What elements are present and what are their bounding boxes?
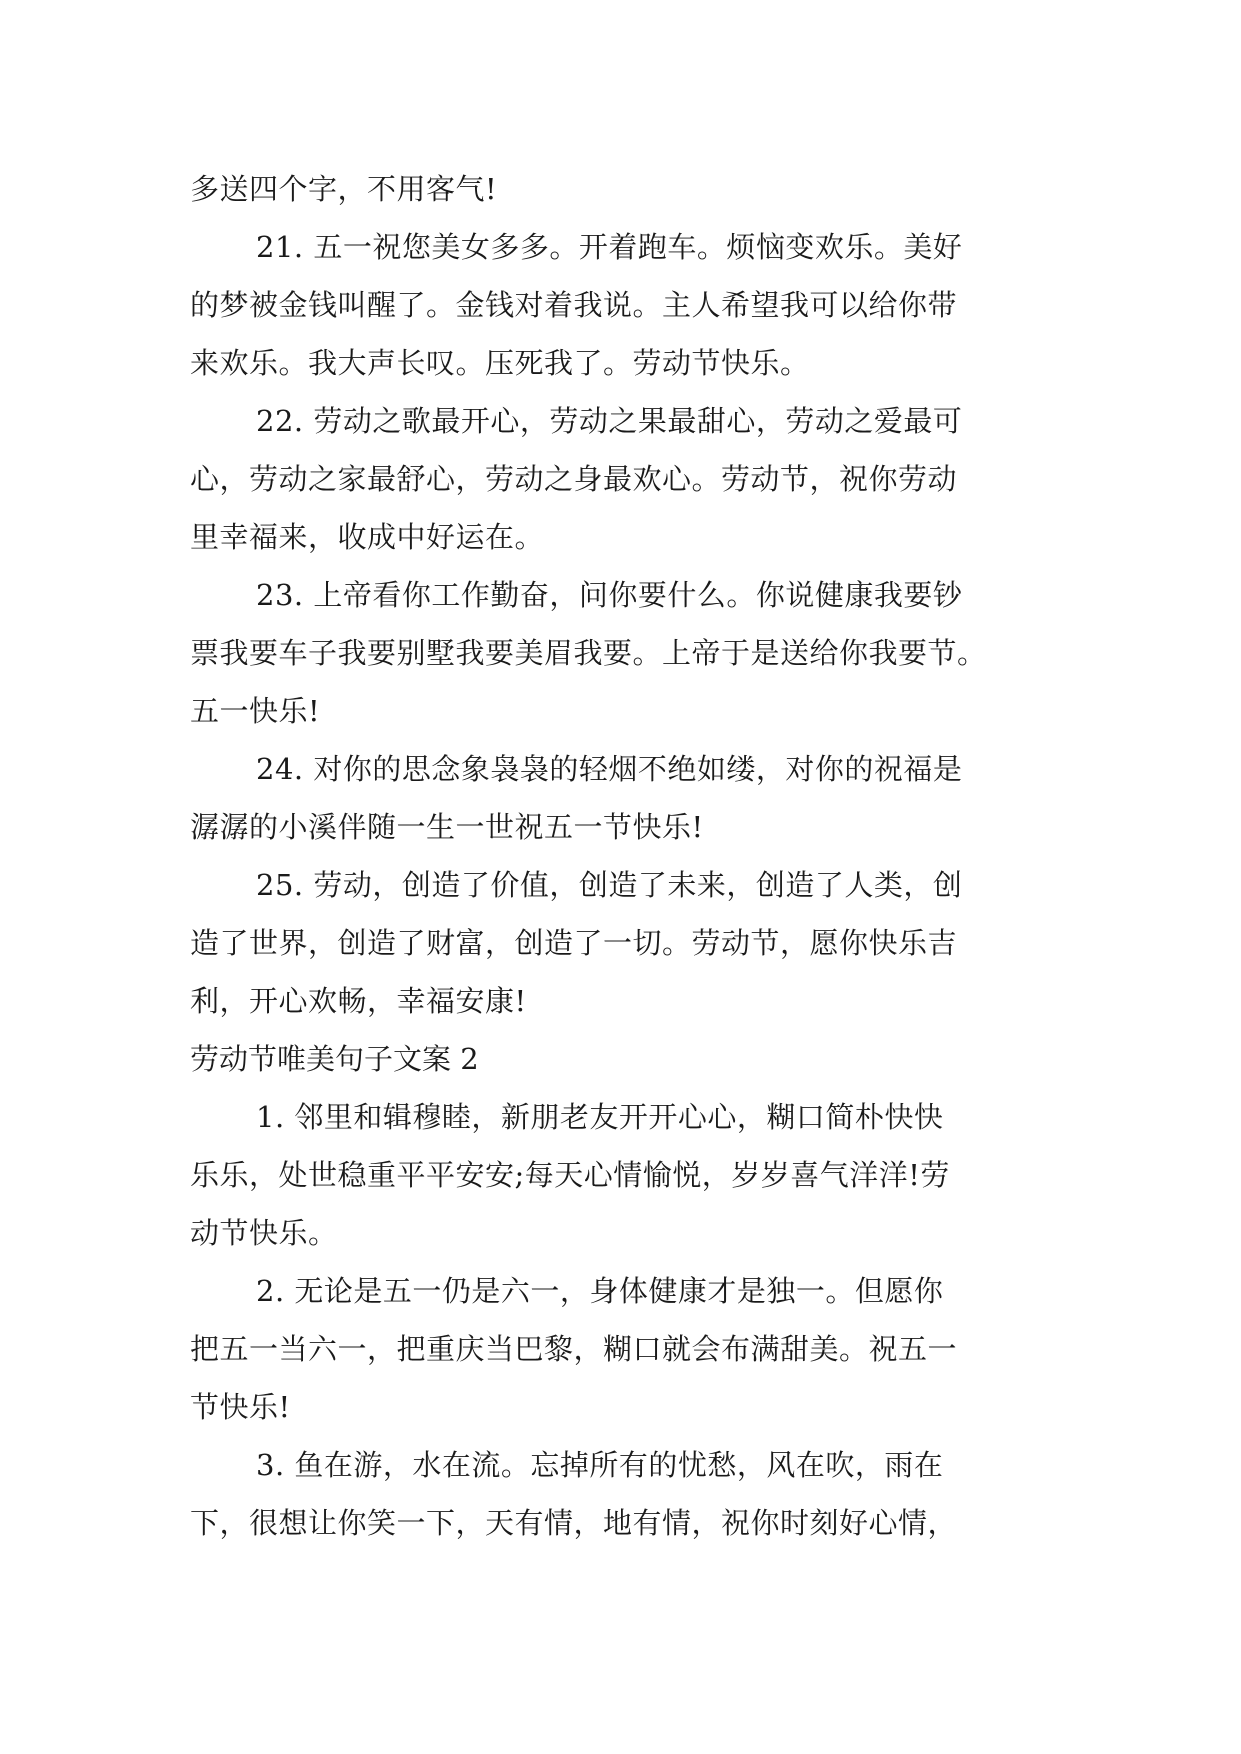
document-page	[190, 160, 1052, 1552]
text-line: 的梦被金钱叫醒了。金钱对着我说。主人希望我可以给你带	[190, 288, 958, 322]
paragraph-25-start: 25. 劳动，创造了价值，创造了未来，创造了人类，创	[256, 868, 963, 902]
text-line: 五一快乐!	[190, 694, 321, 728]
text-line: 动节快乐。	[190, 1216, 338, 1250]
paragraph-21-start: 21. 五一祝您美女多多。开着跑车。烦恼变欢乐。美好	[256, 230, 963, 264]
paragraph-23-start: 23. 上帝看你工作勤奋，问你要什么。你说健康我要钞	[256, 578, 963, 612]
text-line: 来欢乐。我大声长叹。压死我了。劳动节快乐。	[190, 346, 810, 380]
paragraph-3-start: 3. 鱼在游，水在流。忘掉所有的忧愁，风在吹，雨在	[256, 1448, 944, 1482]
text-line: 心，劳动之家最舒心，劳动之身最欢心。劳动节，祝你劳动	[190, 462, 958, 496]
paragraph-24-start: 24. 对你的思念象袅袅的轻烟不绝如缕，对你的祝福是	[256, 752, 963, 786]
text-line: 下，很想让你笑一下，天有情，地有情，祝你时刻好心情，	[190, 1506, 958, 1540]
text-line: 乐乐，处世稳重平平安安;每天心情愉悦，岁岁喜气洋洋!劳	[190, 1158, 950, 1192]
text-line: 票我要车子我要别墅我要美眉我要。上帝于是送给你我要节。	[190, 636, 987, 670]
text-line: 把五一当六一，把重庆当巴黎，糊口就会布满甜美。祝五一	[190, 1332, 958, 1366]
section-heading: 劳动节唯美句子文案 2	[190, 1042, 479, 1076]
text-line: 造了世界，创造了财富，创造了一切。劳动节，愿你快乐吉	[190, 926, 958, 960]
paragraph-2-start: 2. 无论是五一仍是六一，身体健康才是独一。但愿你	[256, 1274, 944, 1308]
text-line: 利，开心欢畅，幸福安康!	[190, 984, 527, 1018]
text-line: 多送四个字，不用客气!	[190, 172, 498, 206]
paragraph-22-start: 22. 劳动之歌最开心，劳动之果最甜心，劳动之爱最可	[256, 404, 963, 438]
text-line: 里幸福来，收成中好运在。	[190, 520, 545, 554]
paragraph-1-start: 1. 邻里和辑穆睦，新朋老友开开心心，糊口简朴快快	[256, 1100, 944, 1134]
text-line: 潺潺的小溪伴随一生一世祝五一节快乐!	[190, 810, 704, 844]
text-line: 节快乐!	[190, 1390, 291, 1424]
